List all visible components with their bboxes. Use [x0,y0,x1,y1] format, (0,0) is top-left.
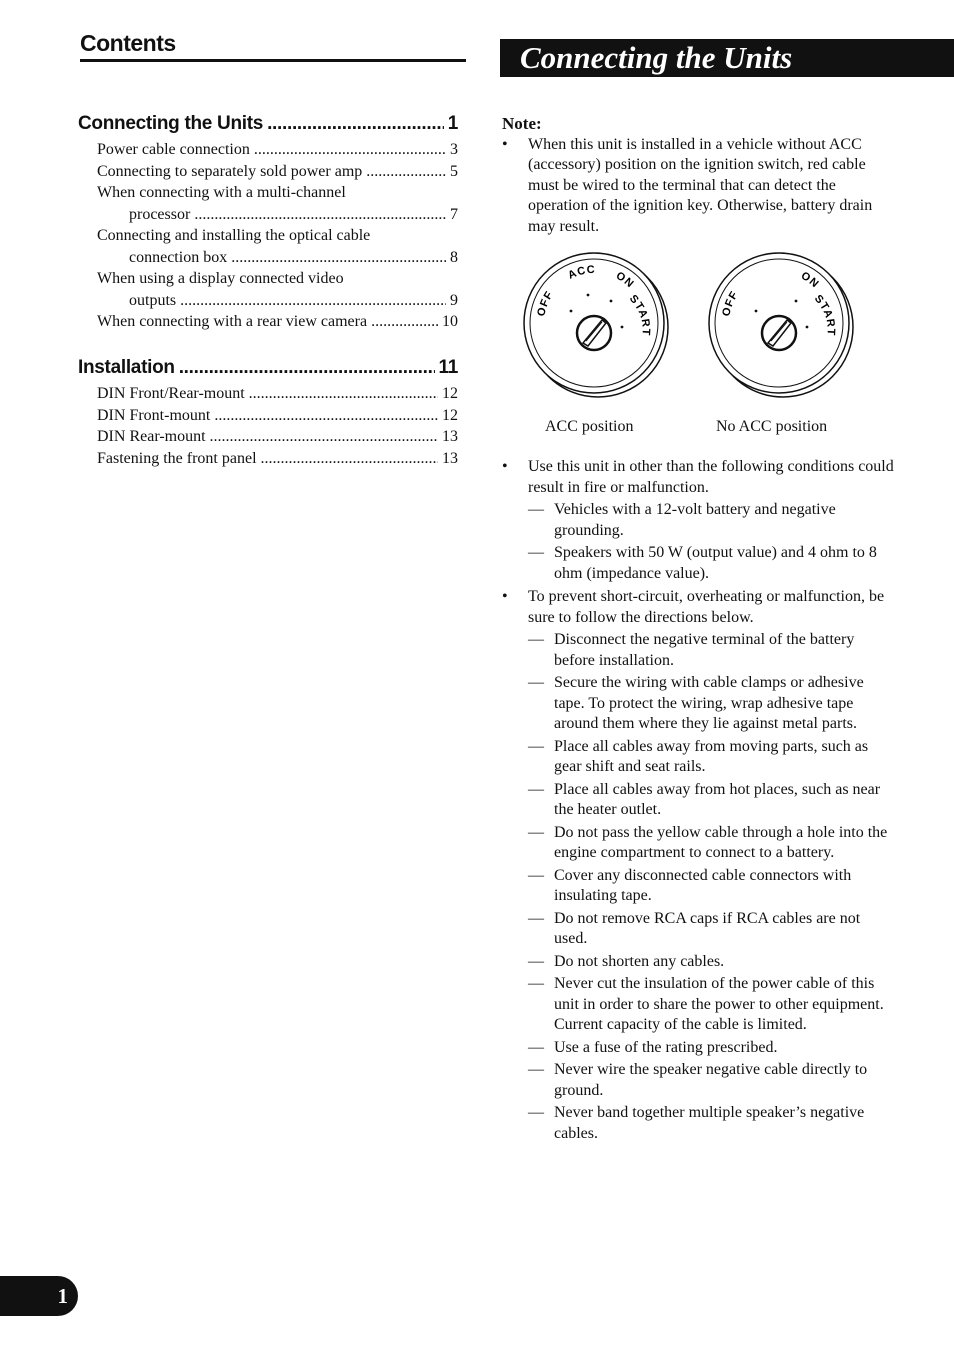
dash-item: — Place all cables away from moving parts, such as gear shift and seat rails. [502,737,897,778]
ignition-switch-no-acc-image [707,249,855,399]
dash-item: — Never cut the insulation of the power cable of this unit in order to share the power to other equipment. Current capacity of the cable is limited. [502,974,897,1036]
toc-heading-page: 1 [447,113,458,134]
dash-item: — Do not shorten any cables. [502,952,897,973]
note-label: Note: [502,114,542,133]
dash-item: — Disconnect the negative terminal of the battery before installation. [502,630,897,671]
dash-item: — Use a fuse of the rating prescribed. [502,1038,897,1059]
toc-item[interactable]: DIN Front/Rear-mount ..... 12 [78,383,458,405]
dash-item: — Do not remove RCA caps if RCA cables are not used. [502,909,897,950]
toc-heading-title: Installation [78,357,175,378]
dash-item: — Never wire the speaker negative cable directly to ground. [502,1060,897,1101]
dash-item: — Secure the wiring with cable clamps or adhesive tape. To protect the wiring, wrap adhesive tape around them where they lie against metal parts. [502,673,897,735]
bullet-prevent: • To prevent short-circuit, overheating or malfunction, be sure to follow the directions below. [502,587,897,628]
toc-section-connecting [78,113,458,333]
dash-item: — Place all cables away from hot places, such as near the heater outlet. [502,780,897,821]
toc-heading[interactable] [78,357,458,379]
dash-item: — Do not pass the yellow cable through a hole into the engine compartment to connect to a battery. [502,823,897,864]
toc-heading[interactable] [78,113,458,135]
noacc-label-on: ON [798,269,822,291]
toc-heading-page: 11 [438,357,458,378]
noacc-label-start: START [811,292,837,337]
ignition-figures [502,241,897,457]
toc-item[interactable]: When connecting with a multi-channel processor ..... 7 [78,182,458,225]
toc-item[interactable]: When connecting with a rear view camera ..... 10 [78,311,458,333]
contents-title: Contents [80,30,466,62]
dash-item: — Speakers with 50 W (output value) and 4 ohm to 8 ohm (impedance value). [502,543,897,584]
toc-item[interactable]: When using a display connected video outputs ..... 9 [78,268,458,311]
toc-item[interactable]: Power cable connection ..... 3 [78,139,458,161]
toc-section-installation [78,357,458,469]
ignition-switch-acc-image [522,249,670,399]
note-block [502,114,897,1144]
acc-label-start: START [626,292,652,337]
dash-item: — Never band together multiple speaker’s negative cables. [502,1103,897,1144]
toc-heading-title: Connecting the Units [78,113,264,134]
acc-label-off: OFF [535,288,556,318]
caption-no-acc: No ACC position [716,418,828,435]
acc-label-acc: ACC [566,263,596,282]
note-bullet: • When this unit is installed in a vehicle without ACC (accessory) position on the ignition switch, red cable must be wired to the terminal that can detect the operation of the ignition key. Otherwise, battery drain may result. [502,135,897,238]
caption-acc: ACC position [545,418,634,435]
noacc-label-off: OFF [720,288,741,318]
toc-item[interactable]: Connecting and installing the optical cable connection box ..... 8 [78,225,458,268]
toc-item[interactable]: Fastening the front panel ..... 13 [78,448,458,470]
section-header: Connecting the Units [500,39,954,77]
toc-item[interactable]: DIN Front-mount ..... 12 [78,405,458,427]
dash-item: — Vehicles with a 12-volt battery and negative grounding. [502,500,897,541]
page-number: 1 [0,1276,78,1316]
toc-item[interactable]: Connecting to separately sold power amp ..... 5 [78,161,458,183]
dash-item: — Cover any disconnected cable connectors with insulating tape. [502,866,897,907]
acc-label-on: ON [613,269,637,291]
bullet-conditions: • Use this unit in other than the following conditions could result in fire or malfunction. [502,457,897,498]
toc-item[interactable]: DIN Rear-mount ..... 13 [78,426,458,448]
